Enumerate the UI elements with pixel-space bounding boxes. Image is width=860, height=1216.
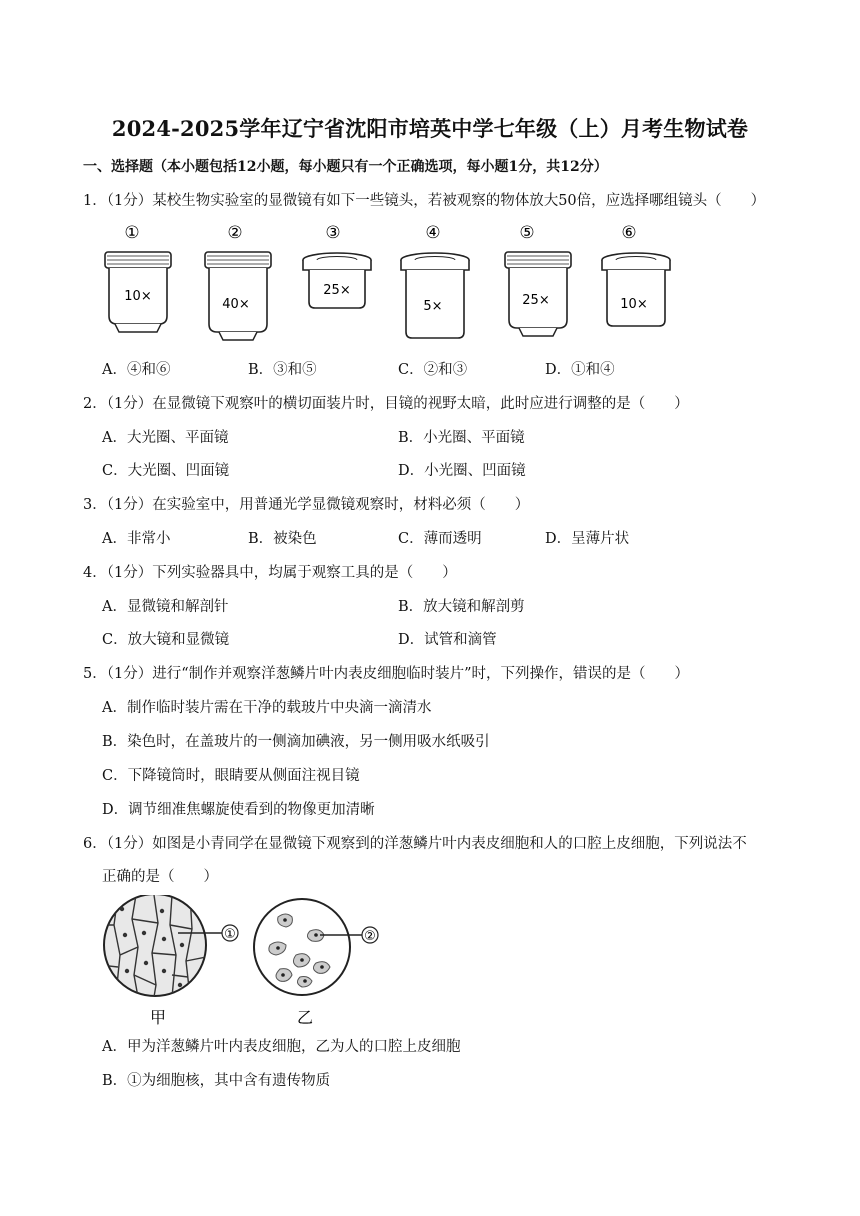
q2-option-c[interactable]: C．大光圈、凹面镜 bbox=[102, 463, 230, 479]
lens-2-number: ② bbox=[227, 223, 243, 243]
lens-2-magnification: 40× bbox=[222, 297, 250, 312]
marker-2: ② bbox=[364, 929, 376, 944]
lens-1-magnification: 10× bbox=[124, 289, 152, 304]
figure-label-yi: 乙 bbox=[296, 1008, 314, 1027]
q1-option-d[interactable]: D．①和④ bbox=[545, 362, 615, 378]
question-5-stem: 5．（1分）进行“制作并观察洋葱鳞片叶内表皮细胞临时装片”时，下列操作，错误的是（ ） bbox=[83, 666, 690, 682]
lens-1-number: ① bbox=[124, 223, 140, 243]
lens-3 bbox=[303, 223, 371, 308]
lens-6-magnification: 10× bbox=[620, 297, 648, 312]
q1-option-a[interactable]: A．④和⑥ bbox=[102, 362, 171, 378]
question-3-stem: 3．（1分）在实验室中，用普通光学显微镜观察时，材料必须（ ） bbox=[83, 497, 530, 513]
q4-option-c[interactable]: C．放大镜和显微镜 bbox=[102, 632, 230, 648]
q3-option-d[interactable]: D．呈薄片状 bbox=[545, 531, 630, 547]
lens-3-magnification: 25× bbox=[323, 283, 351, 298]
q2-option-b[interactable]: B．小光圈、平面镜 bbox=[398, 430, 525, 446]
cell-figure bbox=[100, 895, 390, 1030]
q5-option-d[interactable]: D．调节细准焦螺旋使看到的物像更加清晰 bbox=[102, 802, 375, 818]
lens-2 bbox=[205, 223, 271, 340]
onion-cell-view bbox=[100, 895, 238, 1027]
question-6-stem-line1: 6．（1分）如图是小青同学在显微镜下观察到的洋葱鳞片叶内表皮细胞和人的口腔上皮细胞，下列说法不 bbox=[83, 836, 747, 852]
marker-1: ① bbox=[224, 927, 236, 942]
lens-5-number: ⑤ bbox=[519, 223, 535, 243]
question-6-stem-line2: 正确的是（ ） bbox=[102, 869, 218, 885]
section-heading: 一、选择题（本小题包括12小题，每小题只有一个正确选项，每小题1分，共12分） bbox=[83, 159, 608, 175]
q1-option-b[interactable]: B．③和⑤ bbox=[248, 362, 317, 378]
q5-option-b[interactable]: B．染色时，在盖玻片的一侧滴加碘液，另一侧用吸水纸吸引 bbox=[102, 734, 490, 750]
lens-5 bbox=[505, 223, 571, 336]
lens-6-number: ⑥ bbox=[621, 223, 637, 243]
q2-option-a[interactable]: A．大光圈、平面镜 bbox=[102, 430, 229, 446]
q4-option-d[interactable]: D．试管和滴管 bbox=[398, 632, 497, 648]
lens-3-number: ③ bbox=[325, 223, 341, 243]
q2-option-d[interactable]: D．小光圈、凹面镜 bbox=[398, 463, 526, 479]
q6-option-b[interactable]: B．①为细胞核，其中含有遗传物质 bbox=[102, 1073, 331, 1089]
q6-option-a[interactable]: A．甲为洋葱鳞片叶内表皮细胞，乙为人的口腔上皮细胞 bbox=[102, 1039, 461, 1055]
q3-option-c[interactable]: C．薄而透明 bbox=[398, 531, 482, 547]
q4-option-b[interactable]: B．放大镜和解剖剪 bbox=[398, 599, 525, 615]
page-title: 2024-2025学年辽宁省沈阳市培英中学七年级（上）月考生物试卷 bbox=[111, 116, 749, 141]
question-2-stem: 2．（1分）在显微镜下观察叶的横切面装片时，目镜的视野太暗，此时应进行调整的是（ ） bbox=[83, 396, 689, 412]
lens-4-magnification: 5× bbox=[423, 299, 443, 314]
cheek-cell-view bbox=[254, 899, 378, 1027]
lens-4-number: ④ bbox=[425, 223, 441, 243]
q3-option-a[interactable]: A．非常小 bbox=[102, 531, 171, 547]
q4-option-a[interactable]: A．显微镜和解剖针 bbox=[102, 599, 229, 615]
q5-option-a[interactable]: A．制作临时装片需在干净的载玻片中央滴一滴清水 bbox=[102, 700, 432, 716]
lens-6 bbox=[602, 223, 670, 326]
q3-option-b[interactable]: B．被染色 bbox=[248, 531, 317, 547]
q1-option-c[interactable]: C．②和③ bbox=[398, 362, 468, 378]
lens-5-magnification: 25× bbox=[522, 293, 550, 308]
lens-1 bbox=[105, 223, 171, 332]
question-1-stem: 1．（1分）某校生物实验室的显微镜有如下一些镜头，若被观察的物体放大50倍，应选择哪组镜头（ ） bbox=[83, 193, 766, 209]
lens-figure bbox=[95, 220, 685, 345]
question-4-stem: 4．（1分）下列实验器具中，均属于观察工具的是（ ） bbox=[83, 565, 457, 581]
q5-option-c[interactable]: C．下降镜筒时，眼睛要从侧面注视目镜 bbox=[102, 768, 360, 784]
lens-4 bbox=[401, 223, 469, 338]
figure-label-jia: 甲 bbox=[149, 1008, 167, 1027]
